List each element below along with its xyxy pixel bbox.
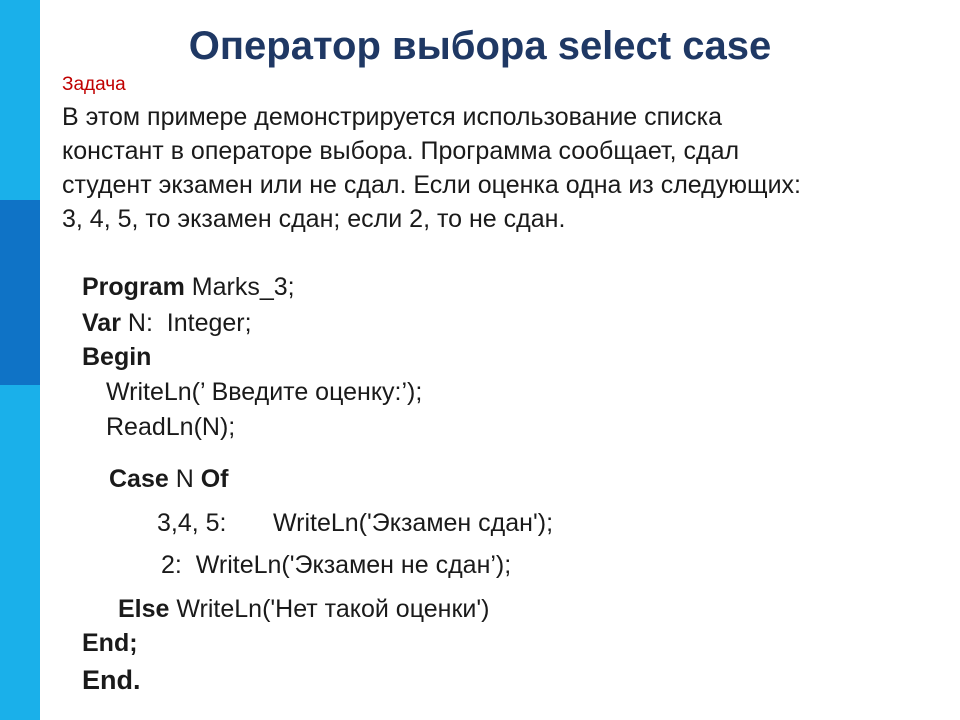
code-line-var (82, 308, 252, 338)
side-bar-middle-segment (0, 200, 40, 385)
code-line-case (109, 464, 229, 494)
side-bar-bottom-segment (0, 385, 40, 720)
var-declaration: N: Integer; (120, 309, 252, 337)
keyword-var: Var (82, 309, 121, 337)
task-line: 3, 4, 5, то экзамен сдан; если 2, то не сдан. (62, 205, 566, 233)
code-line-program (82, 272, 295, 302)
keyword-case: Case (109, 465, 169, 493)
keyword-end-program: End. (82, 665, 141, 695)
keyword-else: Else (118, 595, 170, 623)
side-accent-bar (0, 0, 40, 720)
code-line-case-two: 2: WriteLn('Экзамен не сдан’); (161, 551, 512, 579)
keyword-begin: Begin (82, 343, 152, 371)
code-line-readln: ReadLn(N); (106, 413, 236, 441)
keyword-of: Of (200, 465, 229, 493)
program-name: Marks_3; (184, 273, 295, 301)
task-line: студент экзамен или не сдал. Если оценка одна из следующих: (62, 171, 801, 199)
slide-title: Оператор выбора select case (188, 24, 772, 68)
side-bar-top-segment (0, 0, 40, 200)
task-description (62, 100, 932, 236)
keyword-program: Program (82, 273, 185, 301)
else-action: WriteLn('Нет такой оценки') (169, 595, 490, 623)
case-variable: N (168, 465, 201, 493)
task-label: Задача (62, 74, 126, 95)
code-line-writeln-prompt: WriteLn(’ Введите оценку:’); (106, 378, 423, 406)
code-line-else (118, 594, 489, 624)
task-line: В этом примере демонстрируется использование списка (62, 103, 723, 131)
task-line: констант в операторе выбора. Программа сообщает, сдал (62, 137, 740, 165)
keyword-end-case: End; (82, 629, 138, 657)
code-line-case-action: WriteLn('Экзамен сдан'); (273, 509, 554, 537)
code-line-case-values: 3,4, 5: (157, 509, 227, 537)
